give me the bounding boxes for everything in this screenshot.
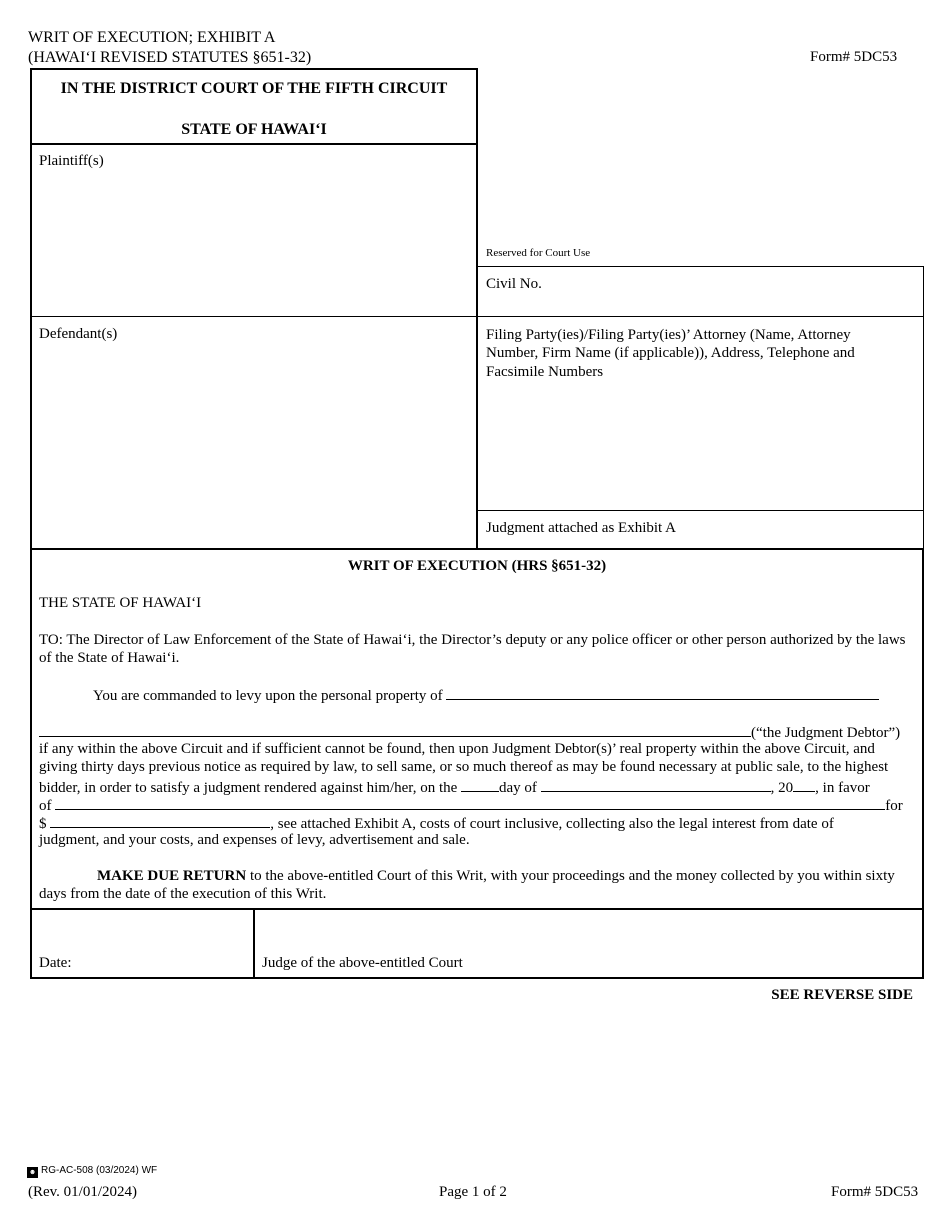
of-label: of: [39, 798, 52, 814]
civil-no-label: Civil No.: [486, 276, 542, 292]
in-favor-of-field[interactable]: [55, 795, 885, 810]
accessibility-icon: ☻: [28, 1169, 37, 1176]
defendant-label: Defendant(s): [39, 326, 118, 342]
month-field[interactable]: [541, 777, 771, 792]
court-name: IN THE DISTRICT COURT OF THE FIFTH CIRCUIT: [60, 80, 448, 97]
writ-heading: WRIT OF EXECUTION (HRS §651-32): [347, 558, 607, 574]
amount-field[interactable]: [50, 813, 270, 828]
footer-code-text: RG-AC-508 (03/2024) WF: [41, 1165, 158, 1176]
command-line: [93, 685, 913, 705]
for-label: for: [885, 798, 903, 814]
footer-code: [27, 1165, 157, 1178]
form-number-top: Form# 5DC53: [810, 49, 898, 65]
court-name-box: [32, 70, 476, 145]
footer-page: Page 1 of 2: [439, 1184, 507, 1200]
judgment-attached-label: Judgment attached as Exhibit A: [486, 520, 676, 536]
body-line-3c: , 20: [770, 780, 794, 796]
plaintiff-label: Plaintiff(s): [39, 153, 104, 169]
to-paragraph: TO: The Director of Law Enforcement of the State of Hawai‘i, the Director’s deputy or any police officer or other person authorized by the laws of the State of Hawai‘i.: [39, 632, 906, 667]
debtor-name-field[interactable]: [446, 685, 879, 700]
return-text: to the above-entitled Court of this Writ, with your proceedings and the money collected by you within sixty days from the date of the execution of this Writ.: [39, 868, 895, 903]
year-field[interactable]: [793, 777, 815, 792]
caption-left-box: [30, 68, 478, 548]
date-label: Date:: [39, 955, 72, 971]
judgment-debtor-text: (“the Judgment Debtor”): [751, 725, 901, 741]
caption-row-divider: [30, 316, 924, 317]
footer-form-number: Form# 5DC53: [831, 1184, 919, 1200]
return-paragraph: [39, 867, 913, 904]
caption-divider: [477, 68, 478, 549]
body-line-3b: day of: [499, 780, 537, 796]
body-line-2: giving thirty days previous notice as required by law, to sell same, or so much thereof as may be found necessary at public sale, to the highest: [39, 759, 889, 775]
body-line-3a: bidder, in order to satisfy a judgment rendered against him/her, on the: [39, 780, 458, 796]
caption-right-box: [477, 266, 924, 549]
return-bold: MAKE DUE RETURN: [97, 868, 247, 884]
court-state: STATE OF HAWAI‘I: [181, 121, 327, 138]
judge-label: Judge of the above-entitled Court: [262, 955, 463, 971]
body-line-6: judgment, and your costs, and expenses of levy, advertisement and sale.: [39, 832, 470, 848]
judgment-row-divider: [477, 510, 924, 511]
body-line-1: if any within the above Circuit and if sufficient cannot be found, then upon Judgment Debtor(s)’ real property within the above Circuit, and: [39, 741, 875, 757]
form-statute: (HAWAI‘I REVISED STATUTES §651-32): [28, 49, 312, 66]
day-field[interactable]: [461, 777, 499, 792]
reserved-label: Reserved for Court Use: [486, 247, 591, 259]
signature-row-divider: [30, 908, 924, 910]
state-line: THE STATE OF HAWAI‘I: [39, 595, 202, 611]
dollar-label: $: [39, 816, 47, 832]
debtor-name-field-2[interactable]: [39, 722, 751, 737]
command-text: You are commanded to levy upon the personal property of: [93, 688, 443, 704]
body-line-5-text: , see attached Exhibit A, costs of court inclusive, collecting also the legal interest from date of: [270, 816, 834, 832]
form-title: WRIT OF EXECUTION; EXHIBIT A: [28, 29, 276, 46]
body-line-3d: , in favor: [815, 780, 870, 796]
filing-party-label: Filing Party(ies)/Filing Party(ies)’ Attorney (Name, Attorney Number, Firm Name (if applicable)), Address, Telephone and Facsimile Numbers: [486, 327, 855, 380]
see-reverse-side: SEE REVERSE SIDE: [771, 987, 913, 1003]
footer-revision: (Rev. 01/01/2024): [28, 1184, 138, 1200]
signature-column-divider: [253, 909, 255, 978]
